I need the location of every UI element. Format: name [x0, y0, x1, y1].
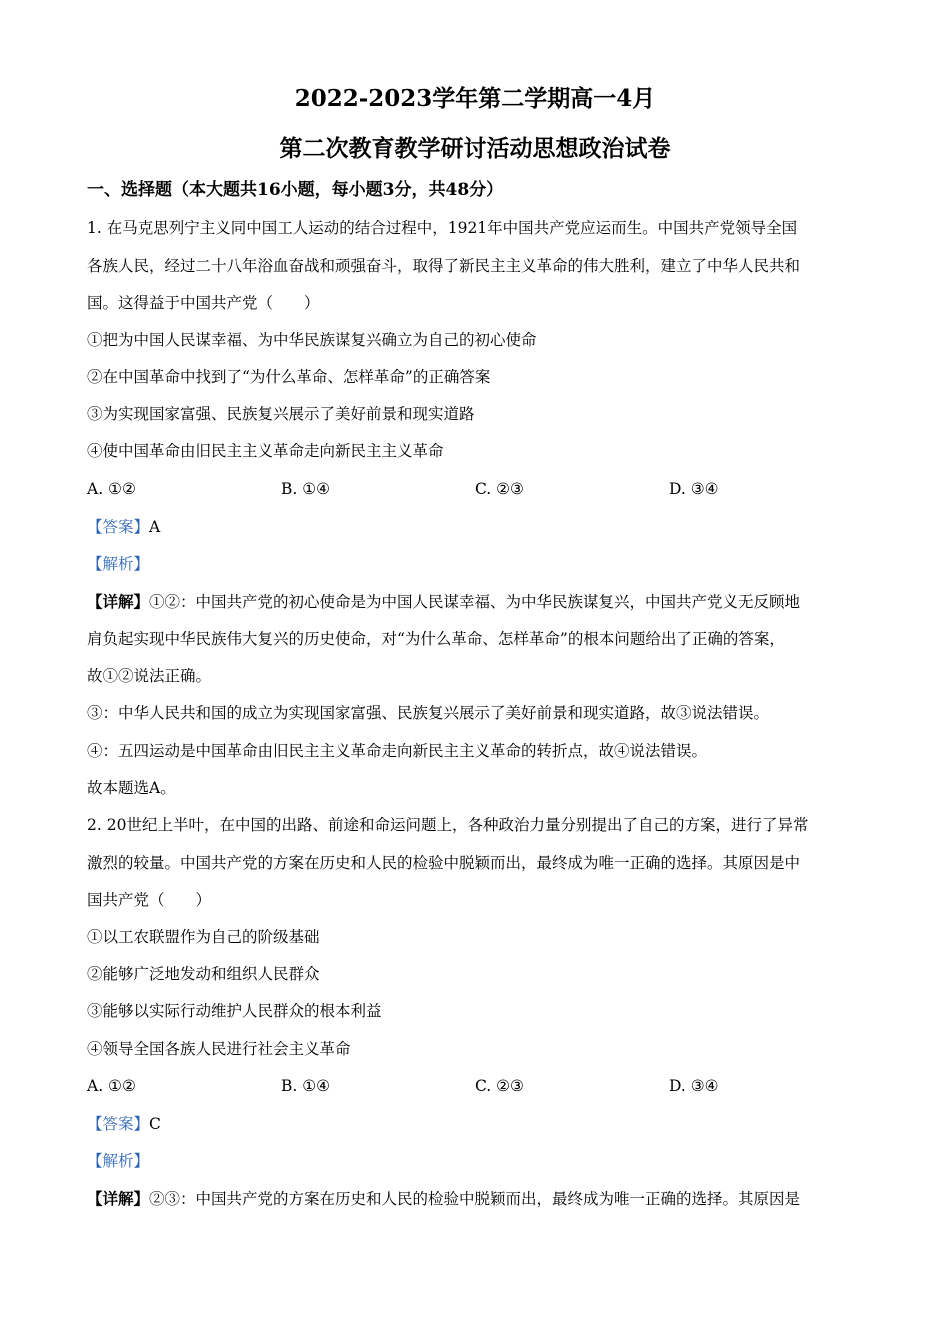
question-stem-line: 国。这得益于中国共产党（ ） — [87, 294, 320, 312]
option-d: D. ③④ — [669, 1077, 719, 1095]
question-stem-line: 2. 20世纪上半叶，在中国的出路、前途和命运问题上，各种政治力量分别提出了自己的方案，进行了异常 — [87, 816, 809, 834]
detail-text: ①②：中国共产党的初心使命是为中国人民谋幸福、为中华民族谋复兴，中国共产党义无反顾地 — [149, 593, 801, 611]
question-stem-line: 激烈的较量。中国共产党的方案在历史和人民的检验中脱颖而出，最终成为唯一正确的选择。其原因是中 — [87, 854, 801, 872]
statement-item: ③为实现国家富强、民族复兴展示了美好前景和现实道路 — [87, 405, 475, 423]
answer-tag: 【答案】 — [87, 1115, 150, 1133]
statement-item: ①以工农联盟作为自己的阶级基础 — [87, 928, 320, 946]
option-b: B. ①④ — [281, 1077, 331, 1095]
question-stem-line: 1. 在马克思列宁主义同中国工人运动的结合过程中，1921年中国共产党应运而生。中国共产党领导全国 — [87, 219, 798, 237]
detail-line: ③：中华人民共和国的成立为实现国家富强、民族复兴展示了美好前景和现实道路，故③说法错误。 — [87, 704, 770, 722]
answer-tag: 【答案】 — [87, 518, 150, 536]
question-stem-line: 国共产党（ ） — [87, 891, 212, 909]
analysis-tag: 【解析】 — [87, 555, 150, 573]
statement-item: ④领导全国各族人民进行社会主义革命 — [87, 1040, 351, 1058]
title-line-1: 2022-2023学年第二学期高一4月 — [294, 85, 656, 112]
detail-line: 肩负起实现中华民族伟大复兴的历史使命，对“为什么革命、怎样革命”的根本问题给出了正确的答案， — [87, 630, 785, 648]
statement-item: ③能够以实际行动维护人民群众的根本利益 — [87, 1002, 382, 1020]
section-heading: 一、选择题（本大题共16小题，每小题3分，共48分） — [87, 180, 504, 200]
answer-value: A — [149, 518, 161, 536]
answer-line — [87, 1113, 161, 1135]
statement-item: ②在中国革命中找到了“为什么革命、怎样革命”的正确答案 — [87, 368, 491, 386]
answer-line — [87, 516, 160, 538]
question-stem-line: 各族人民，经过二十八年浴血奋战和顽强奋斗，取得了新民主主义革命的伟大胜利，建立了中华人民共和 — [87, 257, 801, 275]
detail-line: 故①②说法正确。 — [87, 667, 212, 685]
answer-value: C — [149, 1115, 161, 1133]
option-a: A. ①② — [87, 1077, 136, 1095]
statement-item: ④使中国革命由旧民主主义革命走向新民主主义革命 — [87, 442, 444, 460]
detail-tag: 【详解】 — [87, 1189, 150, 1208]
option-c: C. ②③ — [475, 1077, 524, 1095]
detail-text: ②③：中国共产党的方案在历史和人民的检验中脱颖而出，最终成为唯一正确的选择。其原因是 — [149, 1190, 801, 1208]
title-line-2: 第二次教育教学研讨活动思想政治试卷 — [279, 135, 671, 162]
option-a: A. ①② — [87, 480, 136, 498]
detail-line: 故本题选A。 — [87, 779, 176, 797]
analysis-line — [87, 553, 149, 575]
detail-tag: 【详解】 — [87, 592, 150, 611]
detail-line — [87, 591, 800, 613]
analysis-line — [87, 1150, 149, 1172]
option-d: D. ③④ — [669, 480, 719, 498]
statement-item: ②能够广泛地发动和组织人民群众 — [87, 965, 320, 983]
detail-line — [87, 1188, 800, 1210]
analysis-tag: 【解析】 — [87, 1152, 150, 1170]
option-c: C. ②③ — [475, 480, 524, 498]
detail-line: ④：五四运动是中国革命由旧民主主义革命走向新民主主义革命的转折点，故④说法错误。 — [87, 742, 708, 760]
option-b: B. ①④ — [281, 480, 331, 498]
statement-item: ①把为中国人民谋幸福、为中华民族谋复兴确立为自己的初心使命 — [87, 331, 537, 349]
